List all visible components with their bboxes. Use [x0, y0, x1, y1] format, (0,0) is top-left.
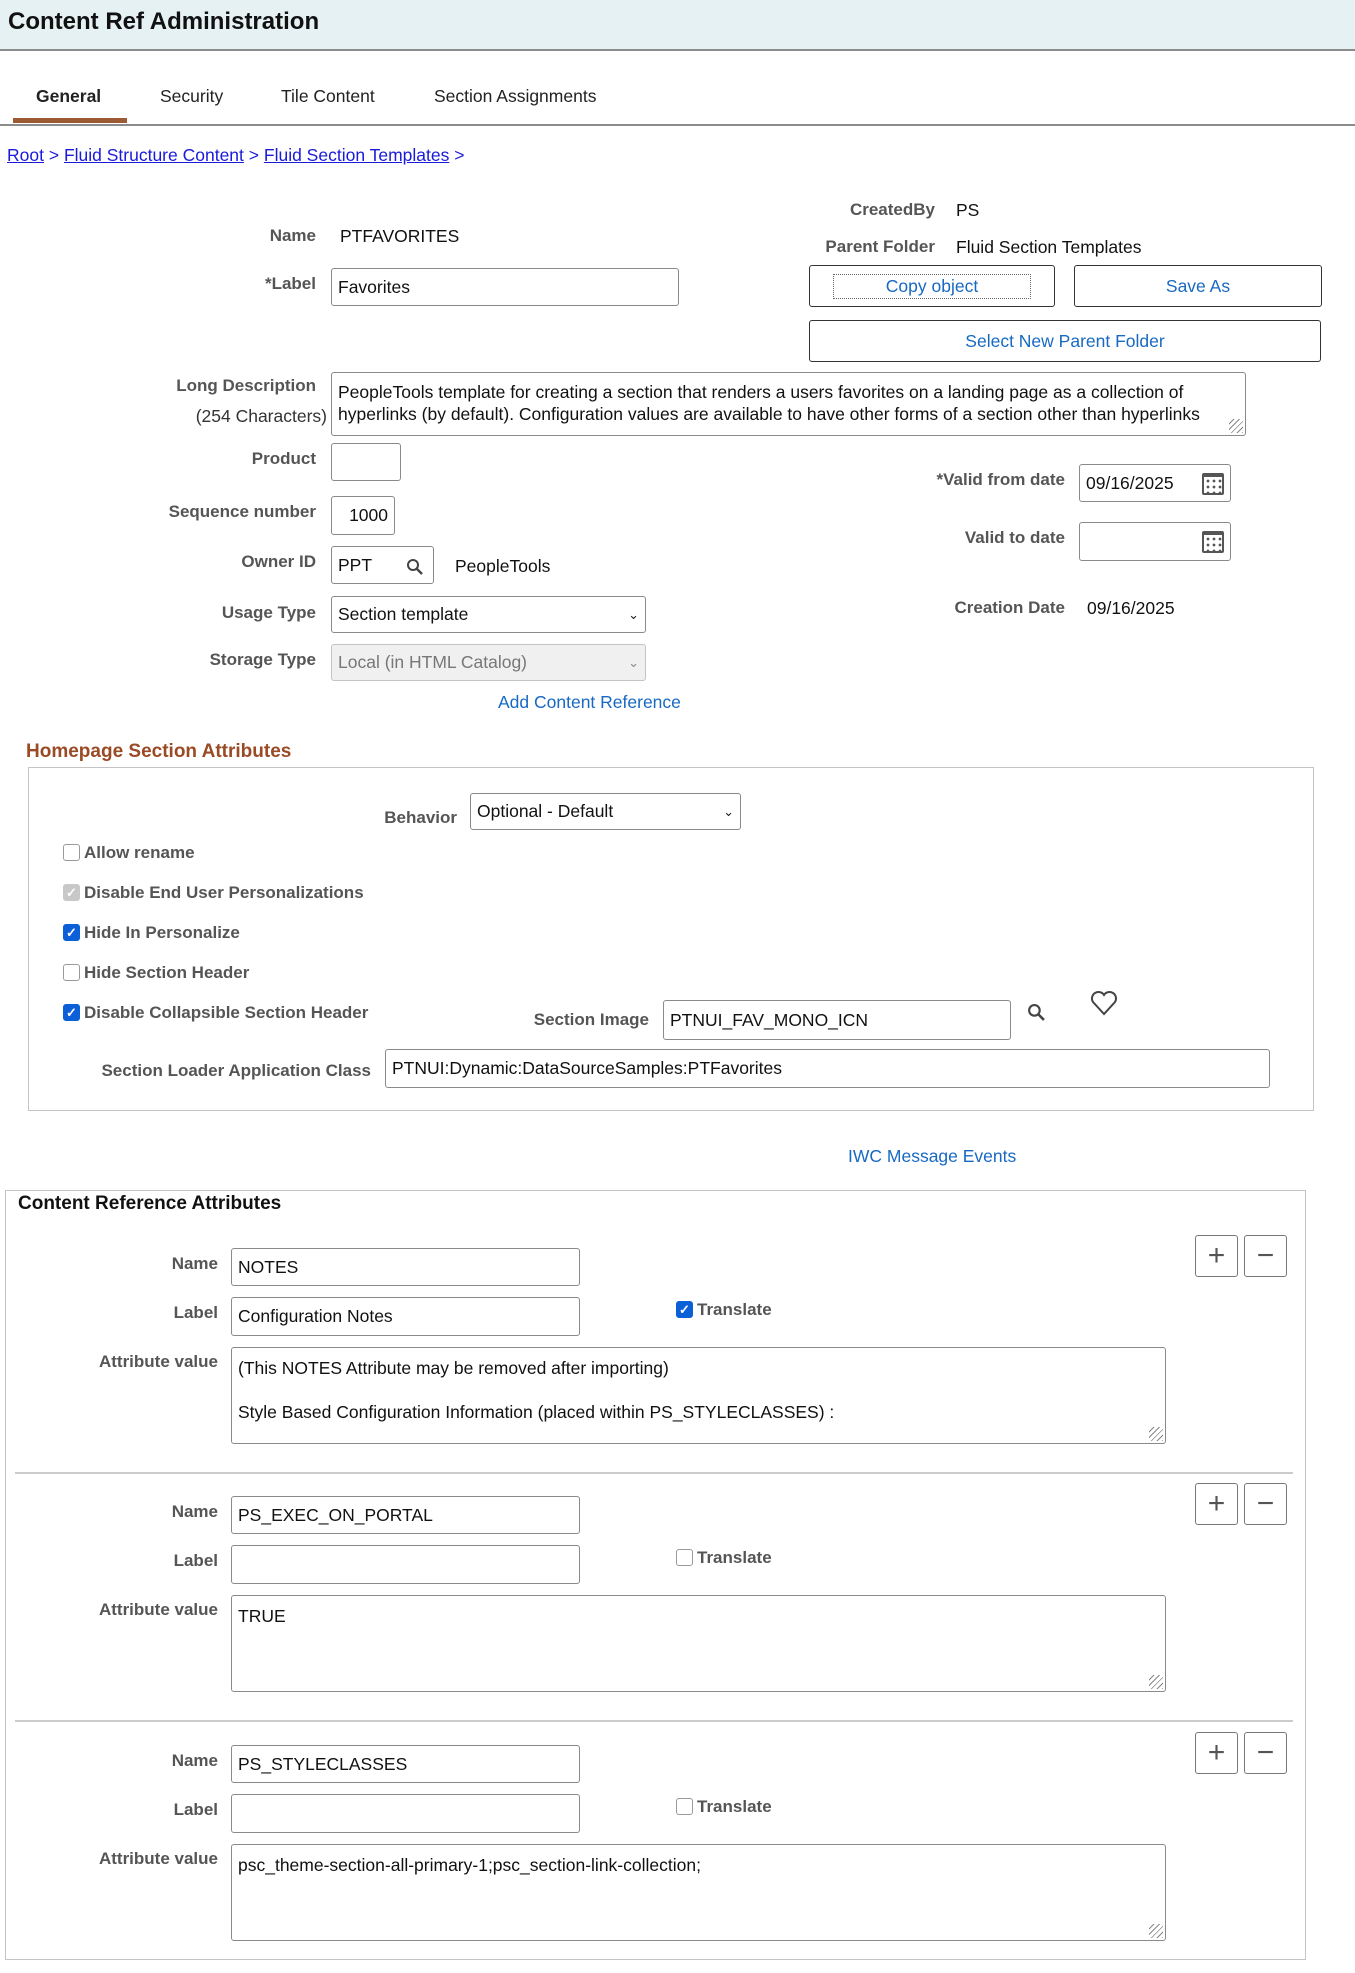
- attribute-label-input[interactable]: [231, 1545, 580, 1584]
- attribute-value-label: Attribute value: [98, 1352, 218, 1371]
- valid-to-date-input[interactable]: [1079, 522, 1231, 561]
- attribute-name-label: Name: [171, 1502, 218, 1521]
- page-header: [0, 0, 1355, 51]
- attribute-value-label: Attribute value: [98, 1600, 218, 1619]
- attribute-value-line: TRUE: [238, 1606, 286, 1626]
- tab-tile-content[interactable]: Tile Content: [281, 86, 375, 106]
- valid-from-date-input[interactable]: [1079, 464, 1231, 502]
- search-icon[interactable]: [406, 558, 423, 575]
- breadcrumb-sep: >: [48, 145, 60, 165]
- product-label: Product: [251, 449, 316, 468]
- attribute-row: [5, 1468, 1305, 1716]
- creation-date-value: 09/16/2025: [1087, 598, 1175, 618]
- parent-folder-value: Fluid Section Templates: [956, 237, 1142, 257]
- homepage-section-attributes-title: Homepage Section Attributes: [26, 741, 292, 762]
- attribute-name-input[interactable]: PS_EXEC_ON_PORTAL: [231, 1496, 580, 1534]
- attribute-label-label: Label: [173, 1303, 218, 1322]
- disable-end-user-personalizations-label: Disable End User Personalizations: [84, 883, 364, 902]
- sequence-number-label: Sequence number: [168, 502, 316, 521]
- resize-handle[interactable]: [1149, 1924, 1163, 1938]
- sequence-number-input[interactable]: 1000: [331, 496, 395, 535]
- attribute-row: [5, 1717, 1305, 1965]
- chevron-down-icon: ⌄: [628, 606, 639, 622]
- disable-end-user-personalizations-checkbox: ✓: [63, 884, 80, 901]
- attribute-name-label: Name: [171, 1751, 218, 1770]
- attribute-value-textarea[interactable]: [231, 1347, 1166, 1444]
- chevron-down-icon: ⌄: [723, 803, 734, 819]
- label-input[interactable]: Favorites: [331, 268, 679, 306]
- breadcrumb-root[interactable]: Root: [7, 145, 44, 165]
- product-input[interactable]: [331, 443, 401, 481]
- translate-label: Translate: [697, 1300, 772, 1319]
- translate-checkbox[interactable]: ✓: [676, 1301, 693, 1318]
- tab-security[interactable]: Security: [160, 86, 224, 106]
- breadcrumb-fluid-structure-content[interactable]: Fluid Structure Content: [63, 145, 244, 165]
- hide-in-personalize-label: Hide In Personalize: [84, 923, 240, 942]
- attribute-label-input[interactable]: Configuration Notes: [231, 1297, 580, 1336]
- usage-type-select[interactable]: [331, 596, 646, 633]
- long-description-textarea[interactable]: [331, 372, 1246, 436]
- iwc-message-events-link[interactable]: IWC Message Events: [848, 1146, 1017, 1166]
- delete-row-button[interactable]: −: [1244, 1483, 1287, 1525]
- usage-type-label: Usage Type: [221, 603, 316, 622]
- tab-general[interactable]: General: [36, 86, 102, 106]
- owner-id-label: Owner ID: [241, 552, 316, 571]
- disable-collapsible-section-header-checkbox[interactable]: ✓: [63, 1004, 80, 1021]
- heart-icon: [1090, 990, 1118, 1016]
- select-new-parent-folder-button[interactable]: Select New Parent Folder: [809, 320, 1321, 362]
- calendar-icon[interactable]: [1202, 473, 1224, 495]
- attribute-row: [5, 1220, 1305, 1468]
- translate-label: Translate: [697, 1548, 772, 1567]
- attribute-value-line: (This NOTES Attribute may be removed after importing): [238, 1358, 669, 1378]
- add-row-button[interactable]: +: [1195, 1235, 1238, 1277]
- created-by-value: PS: [956, 200, 980, 220]
- valid-to-date-label: Valid to date: [964, 528, 1065, 547]
- attribute-label-label: Label: [173, 1551, 218, 1570]
- storage-type-value: Local (in HTML Catalog): [338, 652, 528, 672]
- attribute-name-input[interactable]: NOTES: [231, 1248, 580, 1286]
- behavior-select[interactable]: [470, 793, 741, 830]
- section-image-input[interactable]: PTNUI_FAV_MONO_ICN: [663, 1000, 1011, 1040]
- delete-row-button[interactable]: −: [1244, 1235, 1287, 1277]
- name-label: Name: [269, 226, 316, 245]
- disable-collapsible-section-header-label: Disable Collapsible Section Header: [84, 1003, 369, 1022]
- storage-type-select: [331, 644, 646, 681]
- attribute-name-input[interactable]: PS_STYLECLASSES: [231, 1745, 580, 1783]
- creation-date-label: Creation Date: [954, 598, 1065, 617]
- translate-checkbox[interactable]: [676, 1549, 693, 1566]
- breadcrumb-sep: >: [248, 145, 260, 165]
- storage-type-label: Storage Type: [209, 650, 316, 669]
- attribute-label-input[interactable]: [231, 1794, 580, 1833]
- owner-id-value: PPT: [338, 554, 373, 575]
- attribute-value-textarea[interactable]: [231, 1595, 1166, 1692]
- valid-from-date-value: 09/16/2025: [1086, 472, 1174, 493]
- attribute-value-line: Style Based Configuration Information (placed within PS_STYLECLASSES) :: [238, 1402, 835, 1422]
- content-reference-attributes-title: Content Reference Attributes: [18, 1193, 282, 1214]
- resize-handle[interactable]: [1149, 1675, 1163, 1689]
- resize-handle[interactable]: [1229, 419, 1243, 433]
- translate-label: Translate: [697, 1797, 772, 1816]
- long-description-text: PeopleTools template for creating a section that renders a users favorites on a landing page as a collection of hyperlinks (by default). Configuration values are available to have other forms of a section other than hyperlinks: [338, 382, 1200, 424]
- add-content-reference-link[interactable]: Add Content Reference: [498, 692, 681, 712]
- section-loader-class-input[interactable]: PTNUI:Dynamic:DataSourceSamples:PTFavorites: [385, 1049, 1270, 1088]
- calendar-icon[interactable]: [1202, 531, 1224, 553]
- copy-object-label: Copy object: [833, 274, 1031, 299]
- long-description-hint: (254 Characters): [195, 406, 327, 426]
- section-image-label: Section Image: [533, 1010, 649, 1029]
- attribute-name-label: Name: [171, 1254, 218, 1273]
- parent-folder-label: Parent Folder: [825, 237, 935, 256]
- allow-rename-checkbox[interactable]: [63, 844, 80, 861]
- hide-section-header-checkbox[interactable]: [63, 964, 80, 981]
- add-row-button[interactable]: +: [1195, 1732, 1238, 1774]
- active-tab-indicator: [13, 118, 127, 123]
- hide-section-header-label: Hide Section Header: [84, 963, 250, 982]
- attribute-label-label: Label: [173, 1800, 218, 1819]
- owner-id-input[interactable]: [331, 546, 434, 584]
- behavior-value: Optional - Default: [477, 801, 614, 821]
- translate-checkbox[interactable]: [676, 1798, 693, 1815]
- name-value: PTFAVORITES: [340, 226, 460, 246]
- attribute-value-line: psc_theme-section-all-primary-1;psc_section-link-collection;: [238, 1855, 701, 1875]
- usage-type-value: Section template: [338, 604, 469, 624]
- attribute-value-textarea[interactable]: [231, 1844, 1166, 1941]
- copy-object-button[interactable]: [809, 265, 1055, 307]
- long-description-label: Long Description: [176, 376, 316, 395]
- attribute-value-label: Attribute value: [98, 1849, 218, 1868]
- breadcrumb-fluid-section-templates[interactable]: Fluid Section Templates: [263, 145, 450, 165]
- breadcrumb: [7, 145, 464, 166]
- tab-section-assignments[interactable]: Section Assignments: [434, 86, 597, 106]
- section-loader-class-label: Section Loader Application Class: [101, 1061, 371, 1080]
- behavior-label: Behavior: [384, 808, 457, 827]
- tab-divider: [0, 124, 1355, 126]
- breadcrumb-sep: >: [454, 145, 465, 165]
- resize-handle[interactable]: [1149, 1427, 1163, 1441]
- delete-row-button[interactable]: −: [1244, 1732, 1287, 1774]
- add-row-button[interactable]: +: [1195, 1483, 1238, 1525]
- owner-id-description: PeopleTools: [455, 556, 551, 576]
- created-by-label: CreatedBy: [849, 200, 935, 219]
- chevron-down-icon: ⌄: [628, 654, 639, 670]
- search-icon[interactable]: [1027, 1003, 1045, 1021]
- page-title: Content Ref Administration: [8, 8, 320, 35]
- valid-from-date-label: *Valid from date: [936, 470, 1065, 489]
- hide-in-personalize-checkbox[interactable]: ✓: [63, 924, 80, 941]
- save-as-button[interactable]: Save As: [1074, 265, 1322, 307]
- allow-rename-label: Allow rename: [84, 843, 195, 862]
- label-label: *Label: [264, 274, 316, 293]
